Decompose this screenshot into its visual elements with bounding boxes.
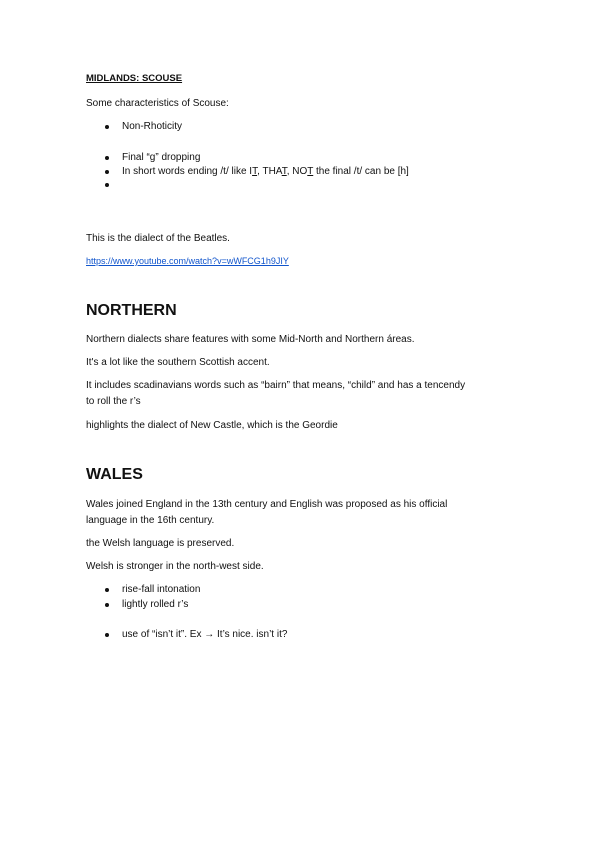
- bullet-dot: [105, 633, 109, 637]
- wales-p2: the Welsh language is preserved.: [86, 538, 235, 549]
- bullet-dot: [105, 588, 109, 592]
- scouse-bullet-3-t1: T: [252, 166, 258, 177]
- wales-p1-line1: Wales joined England in the 13th century and English was proposed as his official: [86, 499, 448, 510]
- northern-p3-line1: It includes scadinavians words such as “bairn” that means, “child” and has a tencendy: [86, 380, 466, 391]
- bullet-dot: [105, 170, 109, 174]
- bullet-dot: [105, 156, 109, 160]
- scouse-bullet-3-t3: T: [307, 166, 314, 177]
- bullet-dot: [105, 603, 109, 607]
- scouse-bullet-3-pre: In short words ending /t/ like I: [122, 166, 253, 177]
- midlands-intro: Some characteristics of Scouse:: [86, 98, 229, 109]
- northern-heading: NORTHERN: [86, 302, 177, 319]
- wales-bullet-3: use of “isn’t it”. Ex → It’s nice. isn’t it?: [122, 629, 288, 640]
- bullet-dot-empty: [105, 183, 109, 187]
- beatles-note: This is the dialect of the Beatles.: [86, 233, 230, 244]
- scouse-bullet-3-mid1: , THA: [257, 166, 282, 177]
- northern-p3-line2: to roll the r’s: [86, 396, 141, 407]
- scouse-bullet-3-mid2: , NO: [286, 166, 308, 177]
- scouse-bullet-1: Non-Rhoticity: [122, 121, 183, 132]
- northern-p4: highlights the dialect of New Castle, which is the Geordie: [86, 420, 338, 431]
- wales-p3: Welsh is stronger in the north-west side.: [86, 561, 264, 572]
- wales-bullet-1: rise-fall intonation: [122, 584, 201, 595]
- wales-bullet-2: lightly rolled r’s: [122, 599, 189, 610]
- wales-p1-line2: language in the 16th century.: [86, 515, 215, 526]
- scouse-bullet-2: Final “g” dropping: [122, 152, 201, 163]
- scouse-bullet-3-post: the final /t/ can be [h]: [313, 166, 409, 177]
- northern-p2: It's a lot like the southern Scottish accent.: [86, 357, 270, 368]
- scouse-bullet-3-t2: T: [281, 166, 287, 177]
- youtube-link[interactable]: https://www.youtube.com/watch?v=wWFCG1h9JIY: [86, 256, 289, 266]
- scouse-bullet-3: [122, 165, 409, 178]
- midlands-heading: MIDLANDS: SCOUSE: [86, 73, 183, 84]
- wales-heading: WALES: [86, 466, 143, 483]
- northern-p1: Northern dialects share features with some Mid-North and Northern áreas.: [86, 334, 415, 345]
- bullet-dot: [105, 125, 109, 129]
